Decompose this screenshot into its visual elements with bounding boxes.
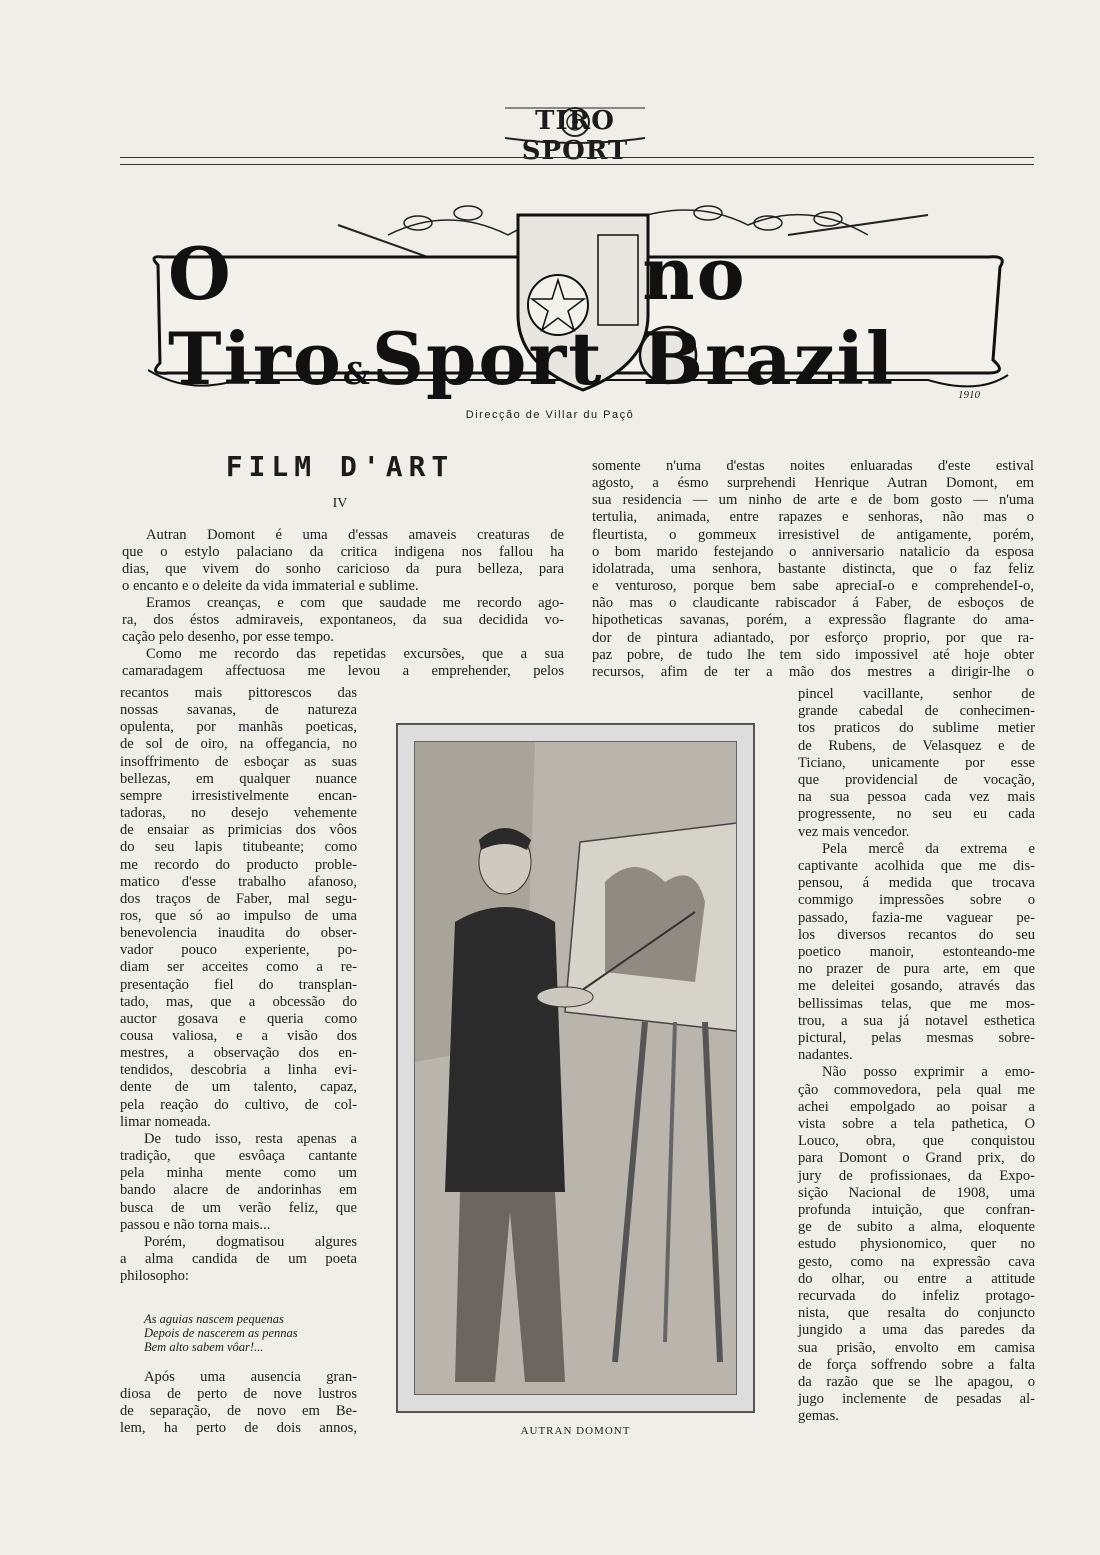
text-line: insoffrimento de esboçar as suas bbox=[120, 753, 357, 770]
text-line: que o estylo palaciano da critica indigena nos fallou ha bbox=[122, 544, 564, 560]
text-line: Após uma ausencia gran- bbox=[144, 1369, 357, 1385]
header-rule bbox=[120, 157, 1034, 165]
text-line: cação pelo desenho, por esse tempo. bbox=[122, 629, 334, 645]
text-line: lem, ha perto de dois annos, bbox=[120, 1420, 357, 1436]
text-line: me deleitei gosando, através das bbox=[798, 978, 1035, 995]
text-line: jury de profissionaes, da Expo- bbox=[798, 1167, 1035, 1184]
text-line: jugo inclemente de pesadas al- bbox=[798, 1391, 1035, 1408]
text-line: de sol de oiro, na offegancia, no bbox=[120, 736, 357, 753]
text-line: que providencial de vocação, bbox=[798, 772, 1035, 788]
text-line: ra, dos éstos admiraveis, expontaneos, da sua decidida vo- bbox=[122, 612, 564, 628]
text-line: matico d'esse trabalho afanoso, bbox=[120, 873, 357, 890]
text-line: do olhar, ou entre a attitude bbox=[798, 1270, 1035, 1287]
text-line: idolatrada, uma senhora, bastante distincta, que o faz feliz bbox=[592, 560, 1034, 577]
text-line: recantos mais pittorescos das bbox=[120, 685, 357, 701]
text-line: Ticiano, unicamente por esse bbox=[798, 754, 1035, 771]
text-line: benevolencia inaudita do obser- bbox=[120, 925, 357, 942]
photo-frame bbox=[396, 723, 755, 1413]
text-line: fleurtista, o gommeux irresistivel de antigamente, porém, bbox=[592, 526, 1034, 543]
text-line: Pela mercê da extrema e bbox=[822, 840, 1035, 857]
text-line: bando alacre de andorinhas em bbox=[120, 1182, 357, 1199]
text-line: agosto, a ésmo surprehendi Henrique Autran Domont, em bbox=[592, 475, 1034, 492]
text-line: da razão que se lhe apagou, o bbox=[798, 1374, 1035, 1390]
poem-line: As aguias nascem pequenas bbox=[144, 1312, 284, 1326]
text-line: auctor gosava e queria como bbox=[120, 1010, 357, 1027]
text-line: estudo physionomico, quer no bbox=[798, 1236, 1035, 1253]
text-line: para Domont o Grand prix, do bbox=[798, 1150, 1035, 1167]
text-line: tradição, que esvôaça cantante bbox=[120, 1148, 357, 1165]
text-line: philosopho: bbox=[120, 1268, 189, 1285]
text-line: na sua pessoa cada vez mais bbox=[798, 789, 1035, 806]
text-line: Porém, dogmatisou algures bbox=[144, 1233, 357, 1250]
text-line: poetico manoir, estonteando-me bbox=[798, 944, 1035, 960]
text-line: gemas. bbox=[798, 1408, 839, 1425]
text-line: vista sobre a tela pathetica, O bbox=[798, 1116, 1035, 1132]
text-line: não mas o claudicante rabiscador á Faber, de esboços de bbox=[592, 595, 1034, 612]
text-line: ge de subito a alma, eloquente bbox=[798, 1219, 1035, 1236]
text-line: diosa de perto de nove lustros bbox=[120, 1386, 357, 1402]
text-line: achei empolgado ao poisar a bbox=[798, 1098, 1035, 1115]
text-line: no prazer de pura arte, em que bbox=[798, 961, 1035, 978]
text-line: o bom marido festejando o anniversario natalicio da esposa bbox=[592, 543, 1034, 560]
text-line: somente n'uma d'estas noites enluaradas d'este estival bbox=[592, 458, 1034, 474]
text-line: limar nomeada. bbox=[120, 1113, 211, 1130]
text-line: grande cabedal de conhecimen- bbox=[798, 703, 1035, 720]
text-line: sua residencia — um ninho de arte e de bom gosto — n'uma bbox=[592, 492, 1034, 509]
text-line: dor de pintura adiantado, por esforço proprio, por que ra- bbox=[592, 629, 1034, 646]
text-line: bellezas, em qualquer nuance bbox=[120, 770, 357, 787]
portrait-photo bbox=[414, 741, 737, 1395]
text-line: bellissimas telas, que me mos- bbox=[798, 995, 1035, 1012]
text-line: do seu lapis titubeante; como bbox=[120, 839, 357, 856]
text-line: tos praticos do sublime metier bbox=[798, 720, 1035, 737]
text-line: Autran Domont é uma d'essas amaveis creaturas de bbox=[146, 527, 564, 543]
text-line: profunda intuição, que confran- bbox=[798, 1202, 1035, 1218]
text-line: busca de um verão feliz, que bbox=[120, 1199, 357, 1216]
text-line: camaradagem affectuosa me levou a emprehender, pelos bbox=[122, 663, 564, 679]
text-line: diam ser acceites como a re- bbox=[120, 959, 357, 976]
text-line: pela minha mente como um bbox=[120, 1165, 357, 1182]
poem-line: Bem alto sabem vôar!... bbox=[144, 1340, 264, 1354]
text-line: de ensaiar as primicias dos vôos bbox=[120, 822, 357, 839]
text-line: hipotheticas savanas, porém, a expressão flagrante do ama- bbox=[592, 612, 1034, 629]
text-line: nossas savanas, de natureza bbox=[120, 702, 357, 719]
article-title: FILM D'ART bbox=[225, 450, 455, 483]
text-line: pincel vacillante, senhor de bbox=[798, 686, 1035, 702]
text-line: pela reação do cultivo, de col- bbox=[120, 1096, 357, 1113]
text-line: Louco, obra, que conquistou bbox=[798, 1133, 1035, 1150]
text-line: vez mais vencedor. bbox=[798, 823, 910, 840]
banner-title-left: O Tiro&Sport bbox=[168, 231, 604, 401]
text-line: paz pobre, de tudo lhe tem sido impossivel até hoje obter bbox=[592, 646, 1034, 663]
text-line: ção commovedora, pela qual me bbox=[798, 1081, 1035, 1098]
banner-signature: 1910 bbox=[958, 389, 980, 401]
text-line: progressente, no seu eu cada bbox=[798, 806, 1035, 823]
text-line: opulenta, por manhãs poeticas, bbox=[120, 719, 357, 736]
text-line: jungido a uma das paredes da bbox=[798, 1322, 1035, 1339]
text-line: nista, que resalta do conjuncto bbox=[798, 1305, 1035, 1322]
poem bbox=[144, 1312, 298, 1354]
text-line: a alma candida de um poeta bbox=[120, 1250, 357, 1267]
text-line: sição Nacional de 1908, uma bbox=[798, 1184, 1035, 1201]
text-line: passou e não torna mais... bbox=[120, 1216, 271, 1233]
photo-caption: AUTRAN DOMONT bbox=[520, 1425, 631, 1437]
text-line: presentação fiel do transplan- bbox=[120, 976, 357, 993]
text-line: o encanto e o deleite da vida immaterial e sublime. bbox=[122, 578, 419, 594]
text-line: captivante acolhida que me dis- bbox=[798, 858, 1035, 874]
text-line: dias, que vivem do sonho caricioso da pura belleza, para bbox=[122, 561, 564, 577]
text-line: passado, fazia-me vaguear pe- bbox=[798, 909, 1035, 926]
article-part: IV bbox=[332, 496, 348, 511]
text-line: pictural, pelas mesmas sobre- bbox=[798, 1030, 1035, 1046]
banner-title-right: no Brazil bbox=[642, 231, 896, 401]
text-line: Não posso exprimir a emo- bbox=[822, 1064, 1035, 1081]
text-line: Eramos creanças, e com que saudade me recordo ago- bbox=[146, 595, 564, 611]
masthead-logo bbox=[485, 100, 665, 166]
text-line: sempre irresistivelmente encan- bbox=[120, 787, 357, 804]
text-line: dente de um talento, capaz, bbox=[120, 1079, 357, 1096]
text-line: recursos, afim de ter a mão dos mestres a dirigir-lhe o bbox=[592, 663, 1034, 680]
text-line: recurvada do infeliz protago- bbox=[798, 1288, 1035, 1304]
poem-line: Depois de nascerem as pennas bbox=[144, 1326, 298, 1340]
text-line: me recordo do producto proble- bbox=[120, 856, 357, 873]
text-line: pensou, á medida que trocava bbox=[798, 875, 1035, 892]
text-line: dos traços de Faber, mal segu- bbox=[120, 890, 357, 907]
text-line: de separação, de novo em Be- bbox=[120, 1403, 357, 1419]
text-line: gesto, como na expressão cava bbox=[798, 1253, 1035, 1270]
text-line: commigo impressões sobre o bbox=[798, 892, 1035, 909]
text-line: de força soffrendo sobre a falta bbox=[798, 1356, 1035, 1373]
text-line: los diversos recantos do seu bbox=[798, 926, 1035, 943]
text-line: Como me recordo das repetidas excursões, que a sua bbox=[146, 646, 564, 662]
direction-line: Direcção de Villar du Paçô bbox=[465, 409, 635, 421]
text-line: vador pouco experiente, po- bbox=[120, 942, 357, 959]
text-line: sua prisão, envolto em camisa bbox=[798, 1339, 1035, 1356]
logo-text: TIRO SPORT bbox=[521, 106, 629, 166]
text-line: tadoras, no desejo vehemente bbox=[120, 805, 357, 822]
text-line: nadantes. bbox=[798, 1047, 853, 1064]
text-line: ros, que só ao impulso de uma bbox=[120, 907, 357, 924]
text-line: tendidos, descobria a linha evi- bbox=[120, 1062, 357, 1079]
text-line: tado, mas, que a obcessão do bbox=[120, 993, 357, 1010]
text-line: e venturoso, porque bem sabe apreciaI-o e comprehendeI-o, bbox=[592, 578, 1034, 595]
text-line: trou, a sua já notavel esthetica bbox=[798, 1012, 1035, 1029]
text-line: de Rubens, de Velasquez e de bbox=[798, 737, 1035, 754]
banner-illustration bbox=[148, 195, 1010, 405]
text-line: De tudo isso, resta apenas a bbox=[144, 1130, 357, 1147]
text-line: tertulia, animada, entre rapazes e senhoras, não mas o bbox=[592, 509, 1034, 526]
text-line: mestres, a observação dos en- bbox=[120, 1045, 357, 1062]
text-line: cousa valiosa, e a visão dos bbox=[120, 1028, 357, 1044]
